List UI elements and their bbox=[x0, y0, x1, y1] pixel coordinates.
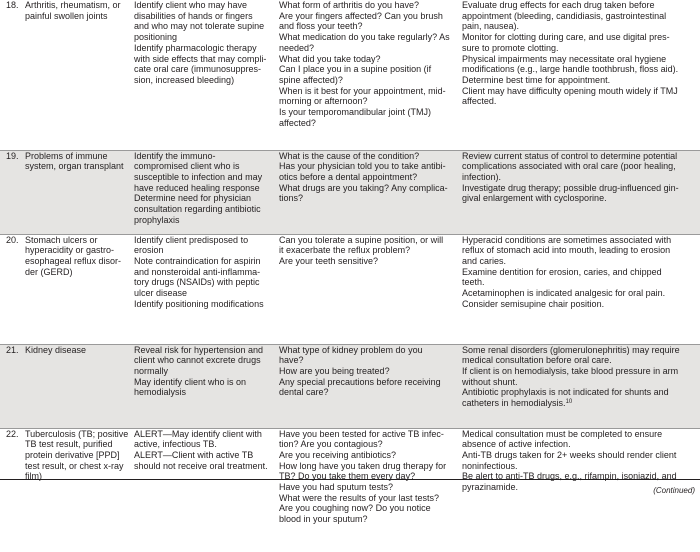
action-line: Hyperacid conditions are sometimes associated with bbox=[462, 234, 672, 245]
implication-line: hemodialysis bbox=[134, 387, 187, 398]
condition-line: test result, or chest x-ray bbox=[25, 460, 124, 471]
table-row bbox=[0, 150, 700, 234]
item-number: 22. bbox=[6, 428, 19, 439]
action-line: without shunt. bbox=[462, 376, 518, 387]
implication-line: ALERT—May identify client with bbox=[134, 428, 262, 439]
implication-line: Identify pharmacologic therapy bbox=[134, 42, 257, 53]
action-line: Antibiotic prophylaxis is not indicated for shunts and bbox=[462, 387, 669, 398]
action-line: sure to promote clotting. bbox=[462, 42, 559, 53]
implication-line: prophylaxis bbox=[134, 214, 180, 225]
question-line: it exacerbate the reflux problem? bbox=[279, 245, 411, 256]
question-line: Any special precautions before receiving bbox=[279, 376, 441, 387]
item-number: 19. bbox=[6, 150, 19, 161]
table-bottom-rule bbox=[0, 479, 700, 480]
implication-line: Identify the immuno- bbox=[134, 150, 216, 161]
question-line: have? bbox=[279, 355, 304, 366]
condition-line: Stomach ulcers or bbox=[25, 234, 98, 245]
question-line: Can you tolerate a supine position, or will bbox=[279, 234, 444, 245]
question-line: TB? Do you take them every day? bbox=[279, 471, 416, 482]
item-number: 18. bbox=[6, 0, 19, 10]
implication-line: and who may not tolerate supine bbox=[134, 21, 265, 32]
implication-line: May identify client who is on bbox=[134, 376, 247, 387]
item-number: 20. bbox=[6, 234, 19, 245]
question-line: What did you take today? bbox=[279, 53, 381, 64]
question-line: When is it best for your appointment, mid- bbox=[279, 85, 446, 96]
condition-text bbox=[25, 235, 131, 278]
implication-line: Note contraindication for aspirin bbox=[134, 255, 261, 266]
action-line-text: catheters in hemodialysis. bbox=[462, 398, 566, 409]
question-line: blood in your sputum? bbox=[279, 514, 368, 525]
question-line: What were the results of your last tests? bbox=[279, 492, 440, 503]
implication-line: ALERT—Client with active TB bbox=[134, 449, 254, 460]
question-line: affected? bbox=[279, 117, 316, 128]
action-line: If client is on hemodialysis, take blood pressure in arm bbox=[462, 365, 679, 376]
question-line: Have you had sputum tests? bbox=[279, 482, 394, 493]
action-line: complications associated with oral care (poor healing, bbox=[462, 161, 676, 172]
condition-cell bbox=[0, 150, 131, 234]
condition-line: hyperacidity or gastro- bbox=[25, 245, 115, 256]
action-line: modifications (e.g., large handle toothbrush, floss aid). bbox=[462, 64, 679, 75]
questions-cell bbox=[276, 0, 459, 150]
condition-cell bbox=[0, 0, 131, 150]
question-line: How are you being treated? bbox=[279, 365, 390, 376]
implication-line: with side effects that may compli- bbox=[134, 53, 267, 64]
action-line: Anti-TB drugs taken for 2+ weeks should render client bbox=[462, 449, 677, 460]
implications-cell bbox=[131, 428, 276, 552]
table-row bbox=[0, 234, 700, 344]
condition-line: system, organ transplant bbox=[25, 161, 124, 172]
implication-line: positioning bbox=[134, 32, 178, 43]
condition-line: protein derivative [PPD] bbox=[25, 449, 120, 460]
continued-note: (Continued) bbox=[653, 486, 695, 495]
implication-line: active, infectious TB. bbox=[134, 439, 217, 450]
implication-line: disabilities of hands or fingers bbox=[134, 10, 253, 21]
questions-cell bbox=[276, 344, 459, 428]
actions-cell bbox=[459, 150, 700, 234]
question-line: What is the cause of the condition? bbox=[279, 150, 420, 161]
action-line: teeth. bbox=[462, 277, 485, 288]
question-line: tion? Are you contagious? bbox=[279, 439, 383, 450]
action-line: Acetaminophen is indicated analgesic for oral pain. bbox=[462, 288, 666, 299]
question-line: Are you coughing now? Do you notice bbox=[279, 503, 431, 514]
question-line: Are your teeth sensitive? bbox=[279, 255, 379, 266]
implication-line: Identify client predisposed to bbox=[134, 234, 249, 245]
action-line: absence of active infection. bbox=[462, 439, 571, 450]
action-line: gival enlargement with cyclosporine. bbox=[462, 193, 607, 204]
question-line: tions? bbox=[279, 193, 304, 204]
condition-line: TB test result, purified bbox=[25, 439, 113, 450]
action-line: appointment (bleeding, candidiasis, gastrointestinal bbox=[462, 10, 667, 21]
action-line: pyrazinamide. bbox=[462, 482, 519, 493]
condition-line: esophageal reflux disor- bbox=[25, 255, 122, 266]
questions-cell bbox=[276, 150, 459, 234]
actions-cell bbox=[459, 0, 700, 150]
implications-cell bbox=[131, 150, 276, 234]
question-line: and floss your teeth? bbox=[279, 21, 363, 32]
condition-cell bbox=[0, 428, 131, 552]
implication-line: normally bbox=[134, 365, 169, 376]
condition-line: film) bbox=[25, 471, 42, 482]
implication-line: consultation regarding antibiotic bbox=[134, 204, 261, 215]
question-line: Can I place you in a supine position (if bbox=[279, 64, 432, 75]
action-line: Determine best time for appointment. bbox=[462, 74, 611, 85]
condition-line: painful swollen joints bbox=[25, 10, 108, 21]
condition-text bbox=[25, 151, 131, 172]
implication-line: compromised client who is bbox=[134, 161, 240, 172]
implications-cell bbox=[131, 344, 276, 428]
condition-text bbox=[25, 0, 131, 21]
implication-line: cate oral care (immunosuppres- bbox=[134, 64, 262, 75]
condition-line: der (GERD) bbox=[25, 266, 73, 277]
question-line: Are your fingers affected? Can you brush bbox=[279, 10, 443, 21]
question-line: needed? bbox=[279, 42, 315, 53]
question-line: What type of kidney problem do you bbox=[279, 344, 423, 355]
condition-line: Kidney disease bbox=[25, 344, 87, 355]
action-line: Examine dentition for erosion, caries, and chipped bbox=[462, 266, 662, 277]
action-line: Client may have difficulty opening mouth widely if TMJ bbox=[462, 85, 678, 96]
actions-cell bbox=[459, 234, 700, 344]
implication-line: and nonsteroidal anti-inflamma- bbox=[134, 266, 261, 277]
action-line: Medical consultation must be completed to ensure bbox=[462, 428, 663, 439]
implication-line: Identify positioning modifications bbox=[134, 298, 264, 309]
condition-cell bbox=[0, 234, 131, 344]
implication-line: susceptible to infection and may bbox=[134, 171, 263, 182]
action-line: Some renal disorders (glomerulonephritis) may require bbox=[462, 344, 680, 355]
question-line: Have you been tested for active TB infec- bbox=[279, 428, 444, 439]
table-row bbox=[0, 428, 700, 552]
action-line: Consider semisupine chair position. bbox=[462, 298, 605, 309]
condition-cell bbox=[0, 344, 131, 428]
action-line: noninfectious. bbox=[462, 460, 518, 471]
condition-text bbox=[25, 429, 131, 483]
implication-line: erosion bbox=[134, 245, 164, 256]
question-line: dental care? bbox=[279, 387, 329, 398]
action-line: Monitor for clotting during care, and use digital pres- bbox=[462, 32, 670, 43]
action-line: Physical impairments may necessitate oral hygiene bbox=[462, 53, 667, 64]
condition-line: Tuberculosis (TB; positive bbox=[25, 428, 129, 439]
question-line: What medication do you take regularly? As bbox=[279, 32, 450, 43]
implication-line: tory drugs (NSAIDs) with peptic bbox=[134, 277, 260, 288]
implication-line: client who cannot excrete drugs bbox=[134, 355, 261, 366]
questions-cell bbox=[276, 234, 459, 344]
condition-text bbox=[25, 345, 131, 356]
action-line: and caries. bbox=[462, 255, 507, 266]
action-line: pain, nausea). bbox=[462, 21, 520, 32]
implication-line: sion, increased bleeding) bbox=[134, 74, 235, 85]
reference-superscript: 10 bbox=[565, 399, 573, 406]
question-line: What drugs are you taking? Any complica- bbox=[279, 182, 448, 193]
question-line: What form of arthritis do you have? bbox=[279, 0, 420, 10]
action-line: Investigate drug therapy; possible drug-influenced gin- bbox=[462, 182, 679, 193]
action-line bbox=[462, 398, 700, 409]
implications-cell bbox=[131, 0, 276, 150]
actions-cell bbox=[459, 344, 700, 428]
action-line: infection). bbox=[462, 171, 502, 182]
condition-line: Arthritis, rheumatism, or bbox=[25, 0, 121, 10]
table-row bbox=[0, 344, 700, 428]
question-line: Are you receiving antibiotics? bbox=[279, 449, 397, 460]
question-line: morning or afternoon? bbox=[279, 96, 368, 107]
implication-line: ulcer disease bbox=[134, 288, 188, 299]
action-line: Be alert to anti-TB drugs, e.g., rifampin, isoniazid, and bbox=[462, 471, 677, 482]
implications-cell bbox=[131, 234, 276, 344]
question-line: spine affected)? bbox=[279, 74, 343, 85]
implication-line: should not receive oral treatment. bbox=[134, 460, 268, 471]
action-line: reflux of stomach acid into mouth, leading to erosion bbox=[462, 245, 671, 256]
implication-line: Reveal risk for hypertension and bbox=[134, 344, 264, 355]
action-line: Evaluate drug effects for each drug taken before bbox=[462, 0, 655, 10]
question-line: How long have you taken drug therapy for bbox=[279, 460, 447, 471]
question-line: Is your temporomandibular joint (TMJ) bbox=[279, 107, 432, 118]
question-line: otics before a dental appointment? bbox=[279, 171, 418, 182]
table-row bbox=[0, 0, 700, 150]
condition-line: Problems of immune bbox=[25, 150, 108, 161]
action-line: medical consultation before oral care. bbox=[462, 355, 612, 366]
implication-line: Determine need for physician bbox=[134, 193, 252, 204]
action-line: affected. bbox=[462, 96, 497, 107]
implication-line: Identify client who may have bbox=[134, 0, 248, 10]
implication-line: have reduced healing response bbox=[134, 182, 260, 193]
action-line: Review current status of control to determine potential bbox=[462, 150, 678, 161]
question-line: Has your physician told you to take antibi- bbox=[279, 161, 446, 172]
questions-cell bbox=[276, 428, 459, 552]
item-number: 21. bbox=[6, 344, 19, 355]
